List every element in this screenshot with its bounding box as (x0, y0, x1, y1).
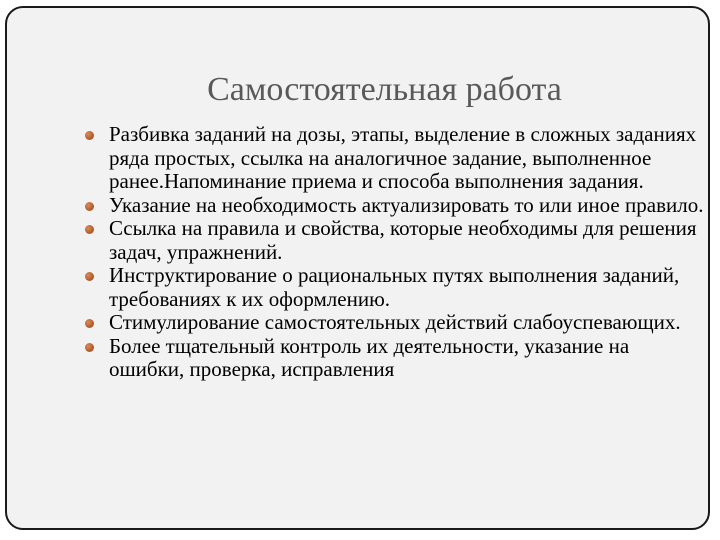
bullet-icon (85, 131, 94, 140)
list-item-text: Стимулирование самостоятельных действий слабоуспевающих. (109, 310, 681, 334)
list-item-text: Инструктирование о рациональных путях выполнения заданий, требованиях к их оформлению. (109, 263, 680, 311)
list-item-text: Указание на необходимость актуализировать то или иное правило. (109, 192, 704, 217)
list-item-text: Ссылка на правила и свойства, которые необходимы для решения задач, упражнений. (109, 216, 697, 264)
list-item (85, 311, 705, 335)
bullet-icon (85, 225, 94, 234)
bullet-icon (85, 343, 94, 352)
list-item (85, 194, 705, 218)
list-item-text: Более тщательный контроль их деятельности, указание на ошибки, проверка, исправления (109, 333, 630, 381)
list-item-text: Разбивка заданий на дозы, этапы, выделение в сложных заданиях ряда простых, ссылка на аналогичное задание, выполненное ранее.Напоминание приема и способа выполнения задания. (109, 122, 697, 193)
list-item (85, 217, 705, 264)
bullet-icon (85, 319, 94, 328)
list-item (85, 123, 705, 194)
bullet-icon (85, 272, 94, 281)
bullet-icon (85, 202, 94, 211)
list-item (85, 264, 705, 311)
slide-title: Самостоятельная работа (207, 71, 562, 108)
list-item (85, 335, 705, 382)
bullet-list (85, 123, 705, 382)
content-panel (5, 6, 710, 530)
